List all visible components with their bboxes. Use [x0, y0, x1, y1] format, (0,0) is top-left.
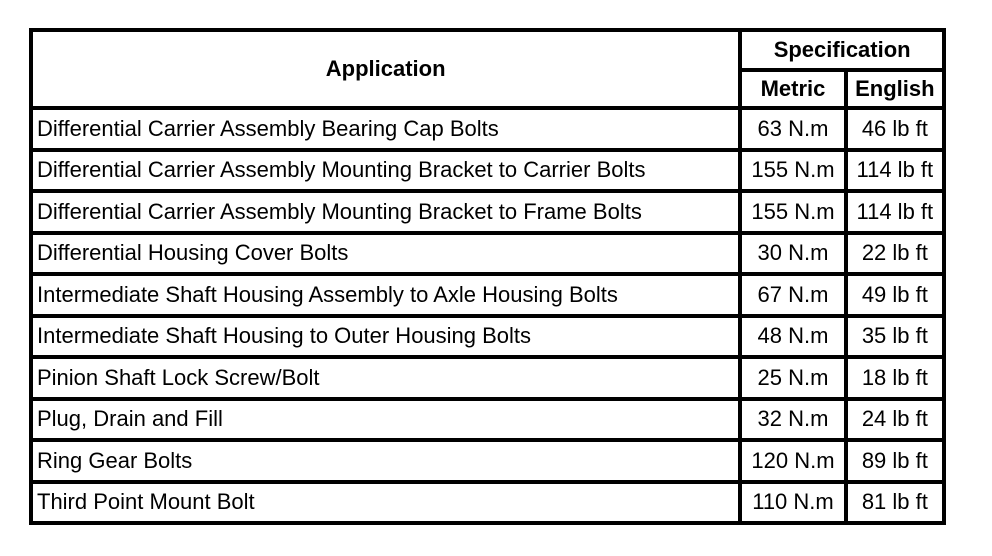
table-row	[31, 150, 944, 192]
application-cell: Differential Housing Cover Bolts	[31, 233, 740, 275]
table-row	[31, 399, 944, 441]
english-cell: 24 lb ft	[846, 399, 944, 441]
application-cell: Plug, Drain and Fill	[31, 399, 740, 441]
application-header: Application	[31, 30, 740, 108]
metric-cell: 48 N.m	[740, 316, 845, 358]
table-row	[31, 482, 944, 524]
application-cell: Ring Gear Bolts	[31, 440, 740, 482]
metric-cell: 110 N.m	[740, 482, 845, 524]
metric-cell: 155 N.m	[740, 150, 845, 192]
application-cell: Third Point Mount Bolt	[31, 482, 740, 524]
table-row	[31, 274, 944, 316]
application-cell: Differential Carrier Assembly Bearing Cap Bolts	[31, 108, 740, 150]
metric-header: Metric	[740, 70, 845, 108]
english-cell: 114 lb ft	[846, 150, 944, 192]
metric-cell: 25 N.m	[740, 357, 845, 399]
table-row	[31, 440, 944, 482]
metric-cell: 32 N.m	[740, 399, 845, 441]
english-cell: 18 lb ft	[846, 357, 944, 399]
specification-header: Specification	[740, 30, 944, 70]
metric-cell: 63 N.m	[740, 108, 845, 150]
table-row	[31, 233, 944, 275]
table-row	[31, 108, 944, 150]
application-cell: Pinion Shaft Lock Screw/Bolt	[31, 357, 740, 399]
english-cell: 49 lb ft	[846, 274, 944, 316]
table-row	[31, 316, 944, 358]
metric-cell: 30 N.m	[740, 233, 845, 275]
english-header: English	[846, 70, 944, 108]
english-cell: 81 lb ft	[846, 482, 944, 524]
application-cell: Intermediate Shaft Housing to Outer Housing Bolts	[31, 316, 740, 358]
table-row	[31, 191, 944, 233]
metric-cell: 155 N.m	[740, 191, 845, 233]
english-cell: 114 lb ft	[846, 191, 944, 233]
application-cell: Differential Carrier Assembly Mounting Bracket to Frame Bolts	[31, 191, 740, 233]
header-row	[31, 30, 944, 70]
metric-cell: 120 N.m	[740, 440, 845, 482]
fastener-specification-table	[29, 28, 946, 525]
english-cell: 46 lb ft	[846, 108, 944, 150]
english-cell: 89 lb ft	[846, 440, 944, 482]
table-row	[31, 357, 944, 399]
english-cell: 35 lb ft	[846, 316, 944, 358]
application-cell: Differential Carrier Assembly Mounting Bracket to Carrier Bolts	[31, 150, 740, 192]
application-cell: Intermediate Shaft Housing Assembly to Axle Housing Bolts	[31, 274, 740, 316]
english-cell: 22 lb ft	[846, 233, 944, 275]
metric-cell: 67 N.m	[740, 274, 845, 316]
